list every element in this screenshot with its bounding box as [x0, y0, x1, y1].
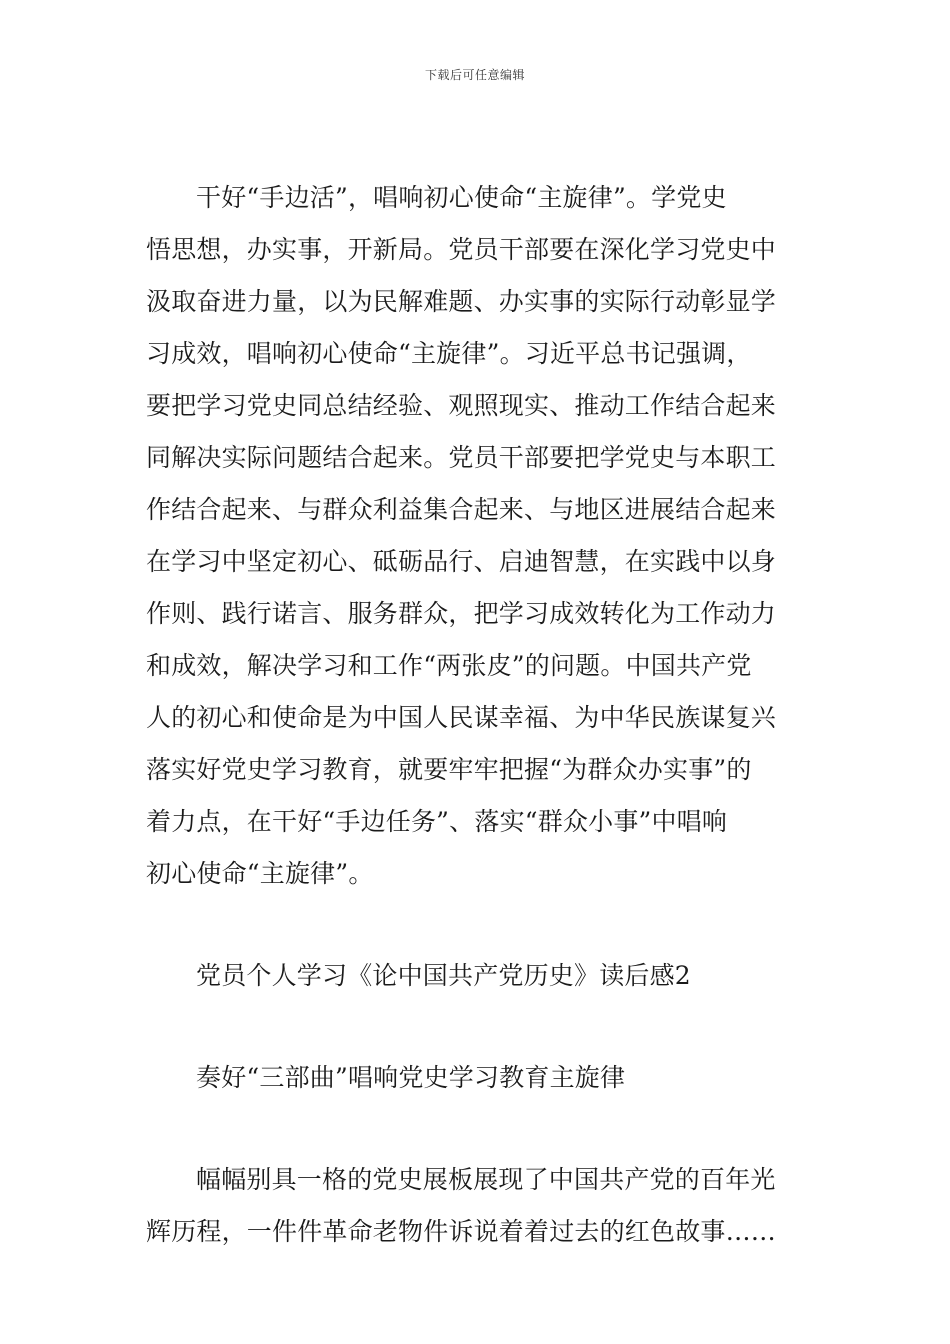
paragraph-1-line: 人的初心和使命是为中国人民谋幸福、为中华民族谋复兴 [146, 703, 777, 732]
paragraph-1-line: 同解决实际问题结合起来。党员干部要把学党史与本职工 [146, 443, 777, 472]
paragraph-1-line: 作结合起来、与群众利益集合起来、与地区进展结合起来 [146, 495, 777, 524]
section-title: 党员个人学习《论中国共产党历史》读后感2 [196, 961, 691, 990]
paragraph-1-line: 悟思想，办实事，开新局。党员干部要在深化学习党史中 [146, 235, 777, 264]
paragraph-1-line: 落实好党史学习教育，就要牢牢把握“为群众办实事”的 [146, 755, 752, 784]
paragraph-1-line: 汲取奋进力量，以为民解难题、办实事的实际行动彰显学 [146, 287, 777, 316]
page-header-note: 下载后可任意编辑 [424, 68, 525, 82]
paragraph-1-line: 干好“手边活”，唱响初心使命“主旋律”。学党史 [196, 183, 727, 212]
paragraph-1-line: 作则、践行诺言、服务群众，把学习成效转化为工作动力 [146, 599, 777, 628]
paragraph-1-line: 习成效，唱响初心使命“主旋律”。习近平总书记强调， [146, 339, 752, 368]
subtitle: 奏好“三部曲”唱响党史学习教育主旋律 [196, 1063, 626, 1092]
paragraph-1-line: 着力点，在干好“手边任务”、落实“群众小事”中唱响 [146, 807, 728, 836]
paragraph-2-line: 幅幅别具一格的党史展板展现了中国共产党的百年光 [196, 1165, 776, 1194]
paragraph-1-line: 要把学习党史同总结经验、观照现实、推动工作结合起来 [146, 391, 777, 420]
paragraph-1-line: 和成效，解决学习和工作“两张皮”的问题。中国共产党 [146, 651, 752, 680]
paragraph-2-line: 辉历程，一件件革命老物件诉说着着过去的红色故事…… [146, 1217, 777, 1246]
paragraph-1-line: 在学习中坚定初心、砥砺品行、启迪智慧，在实践中以身 [146, 547, 777, 576]
paragraph-1-line: 初心使命“主旋律”。 [146, 859, 374, 888]
